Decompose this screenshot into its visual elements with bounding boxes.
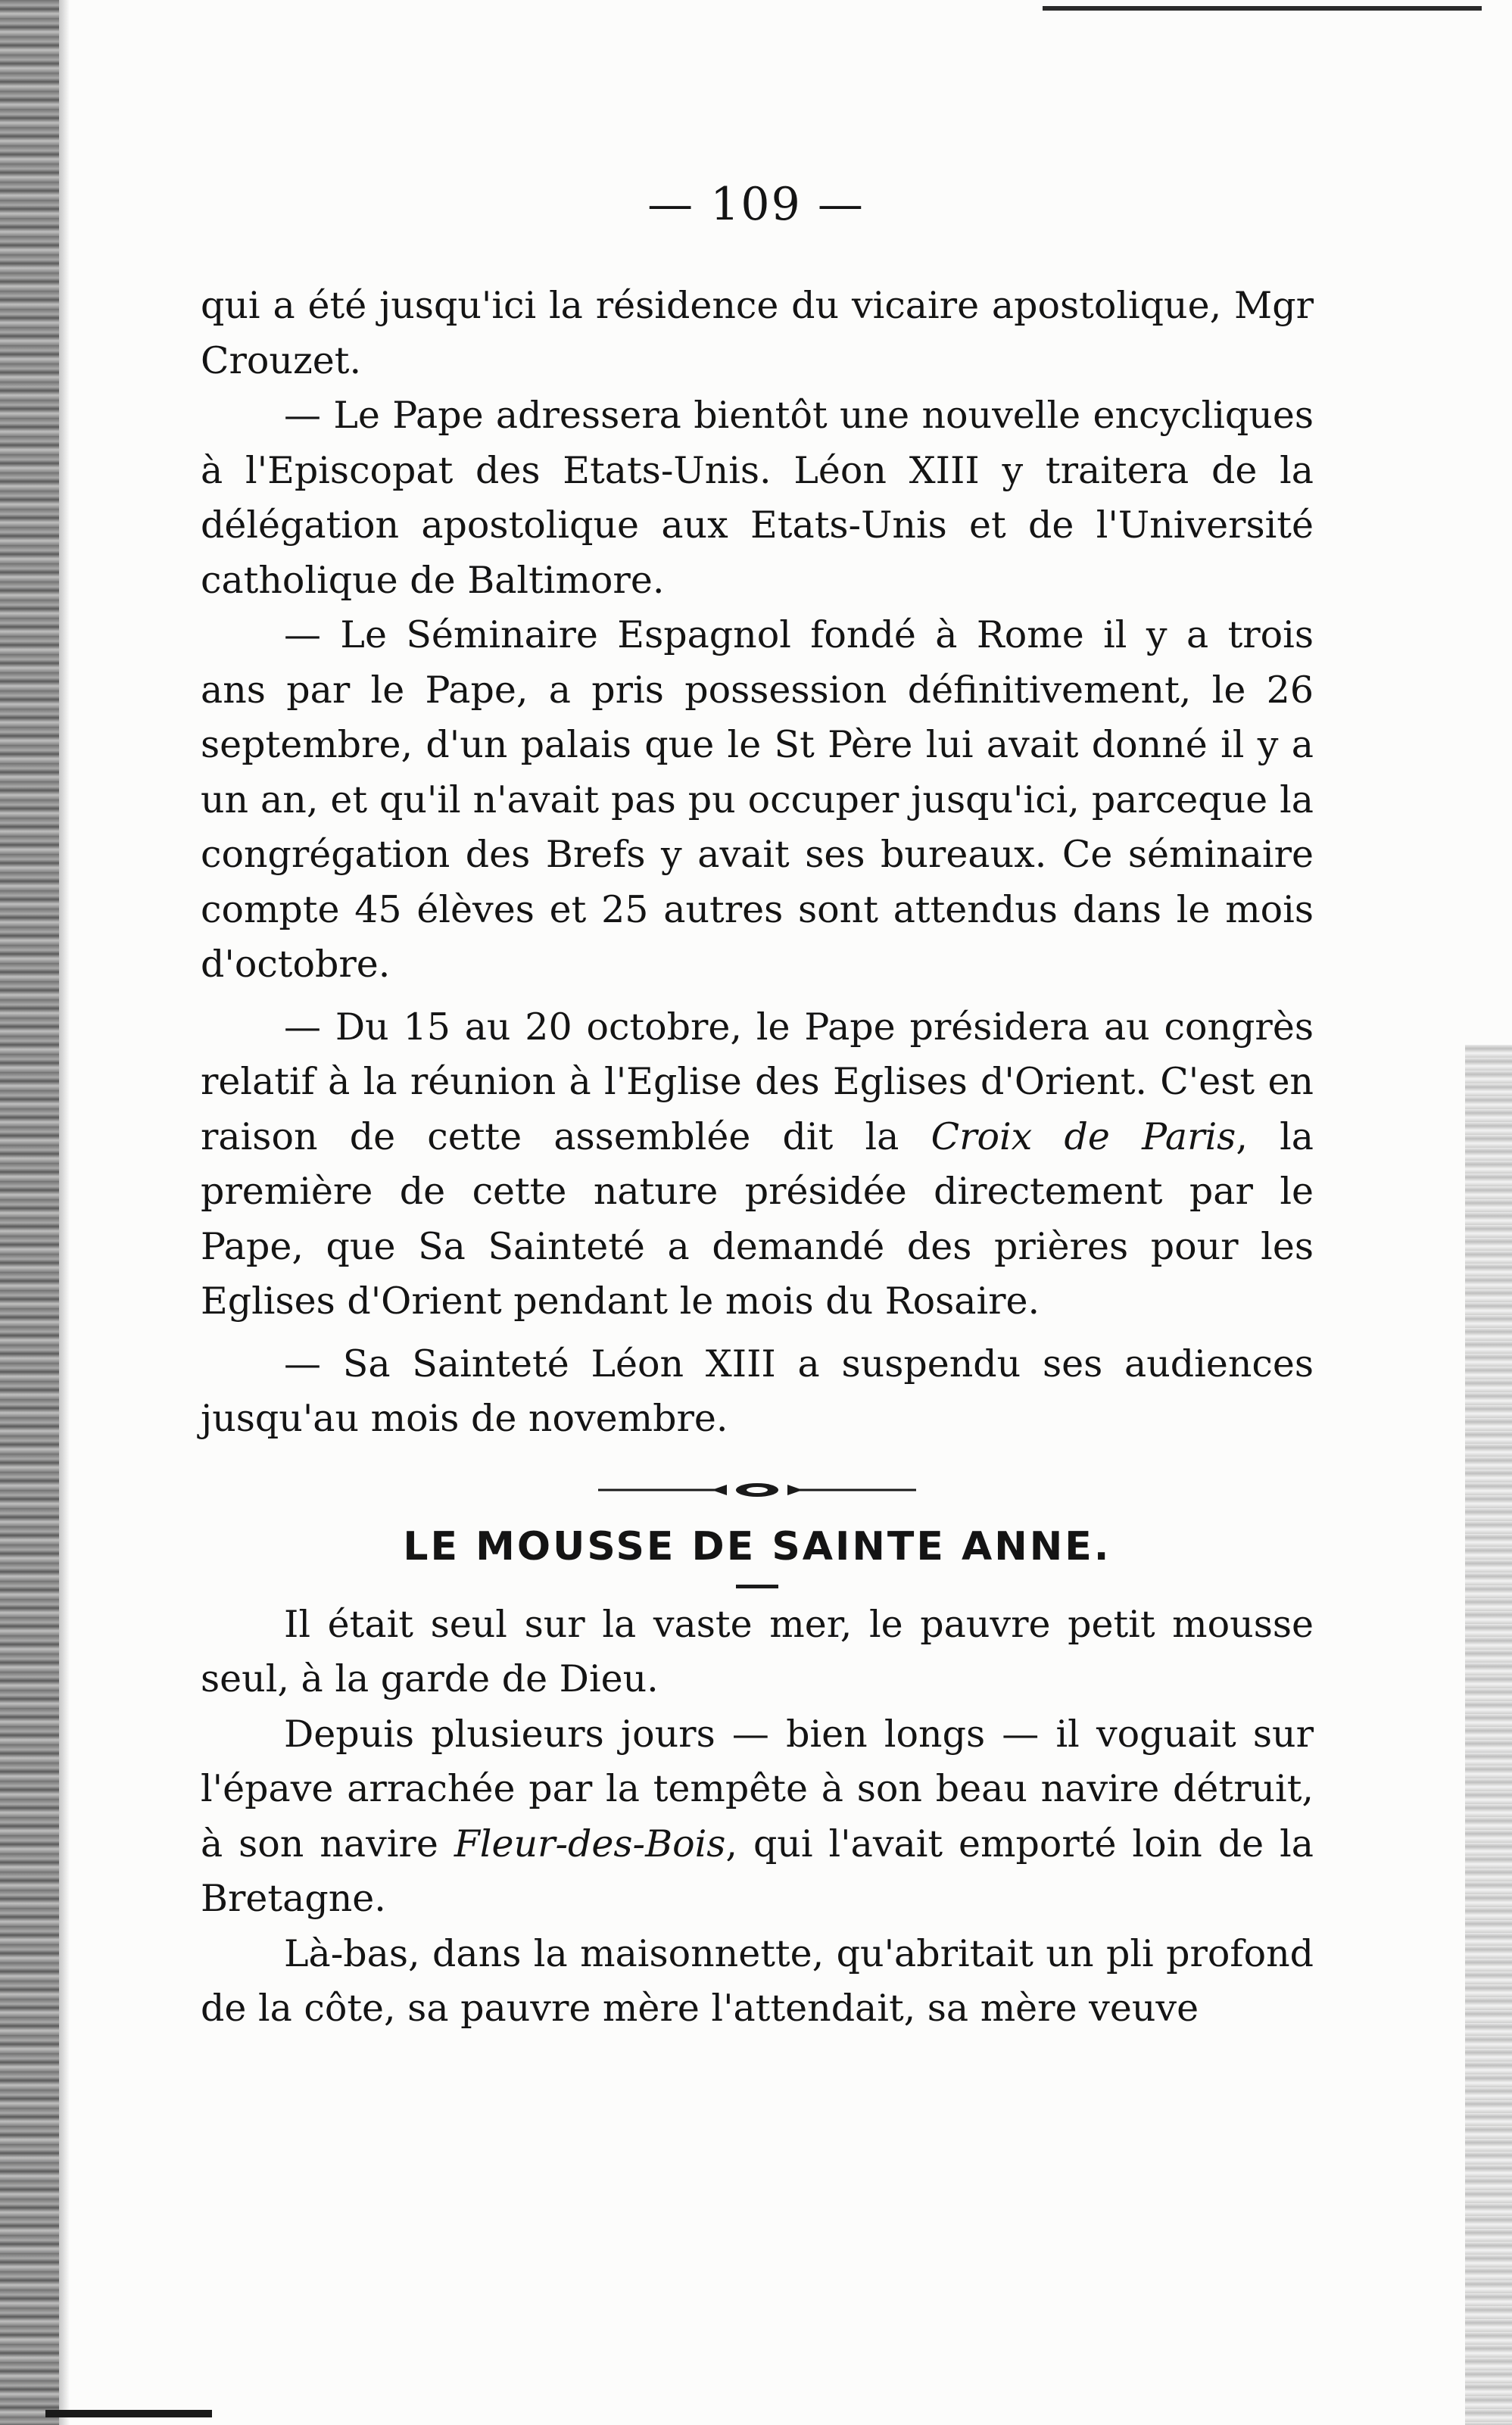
paragraph-text: , qui l'avait emporté loin de la Bretagne.	[201, 1822, 1314, 1920]
page-number: — 109 —	[647, 178, 865, 231]
paragraph-text: , la première de cette nature présidée directement par le Pape, que Sa Sainteté a demandé des prières pour les Eglises d'Orient pendant le mois du Rosaire.	[201, 1114, 1314, 1323]
news-paragraph-1: qui a été jusqu'ici la résidence du vicaire apostolique, Mgr Crouzet.	[201, 284, 1314, 382]
paragraph-text: Depuis plusieurs jours — bien longs — il voguait sur l'épave arrachée par la tempête à son beau navire détruit, à son navire	[201, 1712, 1314, 1866]
ship-name: Fleur-des-Bois	[454, 1822, 726, 1866]
story-paragraph-3: Là-bas, dans la maisonnette, qu'abritait un pli profond de la côte, sa pauvre mère l'attendait, sa mère veuve	[201, 1931, 1314, 2030]
scan-border-line	[1043, 6, 1482, 11]
news-paragraph-5: — Sa Sainteté Léon XIII a suspendu ses audiences jusqu'au mois de novembre.	[201, 1342, 1314, 1440]
newspaper-title: Croix de Paris	[931, 1114, 1236, 1158]
binding-shadow	[59, 0, 70, 2425]
binding-edge	[0, 0, 59, 2425]
news-paragraph-4	[201, 1000, 1314, 1329]
section-title: LE MOUSSE DE SAINTE ANNE.	[403, 1523, 1111, 1569]
paragraph-text: — Du 15 au 20 octobre, le Pape présidera au congrès relatif à la réunion à l'Eglise des Eglises d'Orient. C'est en raison de cette assemblée dit la	[201, 1005, 1314, 1158]
title-dash	[736, 1585, 778, 1588]
news-paragraph-3: — Le Séminaire Espagnol fondé à Rome il y a trois ans par le Pape, a pris possession définitivement, le 26 septembre, d'un palais que le St Père lui avait donné il y a un an, et qu'il n'avait pas pu occuper jusqu'ici, parceque la congrégation des Brefs y avait ses bureaux. Ce séminaire compte 45 élèves et 25 autres sont attendus dans le mois d'octobre.	[201, 613, 1314, 986]
news-paragraph-2: — Le Pape adressera bientôt une nouvelle encycliques à l'Episcopat des Etats-Unis. Léon XIII y traitera de la délégation apostolique aux Etats-Unis et de l'Université catholique de Baltimore.	[201, 394, 1314, 602]
ornament-divider	[598, 1480, 916, 1500]
page-edge-noise	[1465, 1045, 1512, 2425]
page-body	[201, 279, 1314, 2037]
scan-border-corner	[45, 2410, 212, 2417]
story-paragraph-1: Il était seul sur la vaste mer, le pauvre petit mousse seul, à la garde de Dieu.	[201, 1602, 1314, 1700]
story-paragraph-2	[201, 1707, 1314, 1927]
